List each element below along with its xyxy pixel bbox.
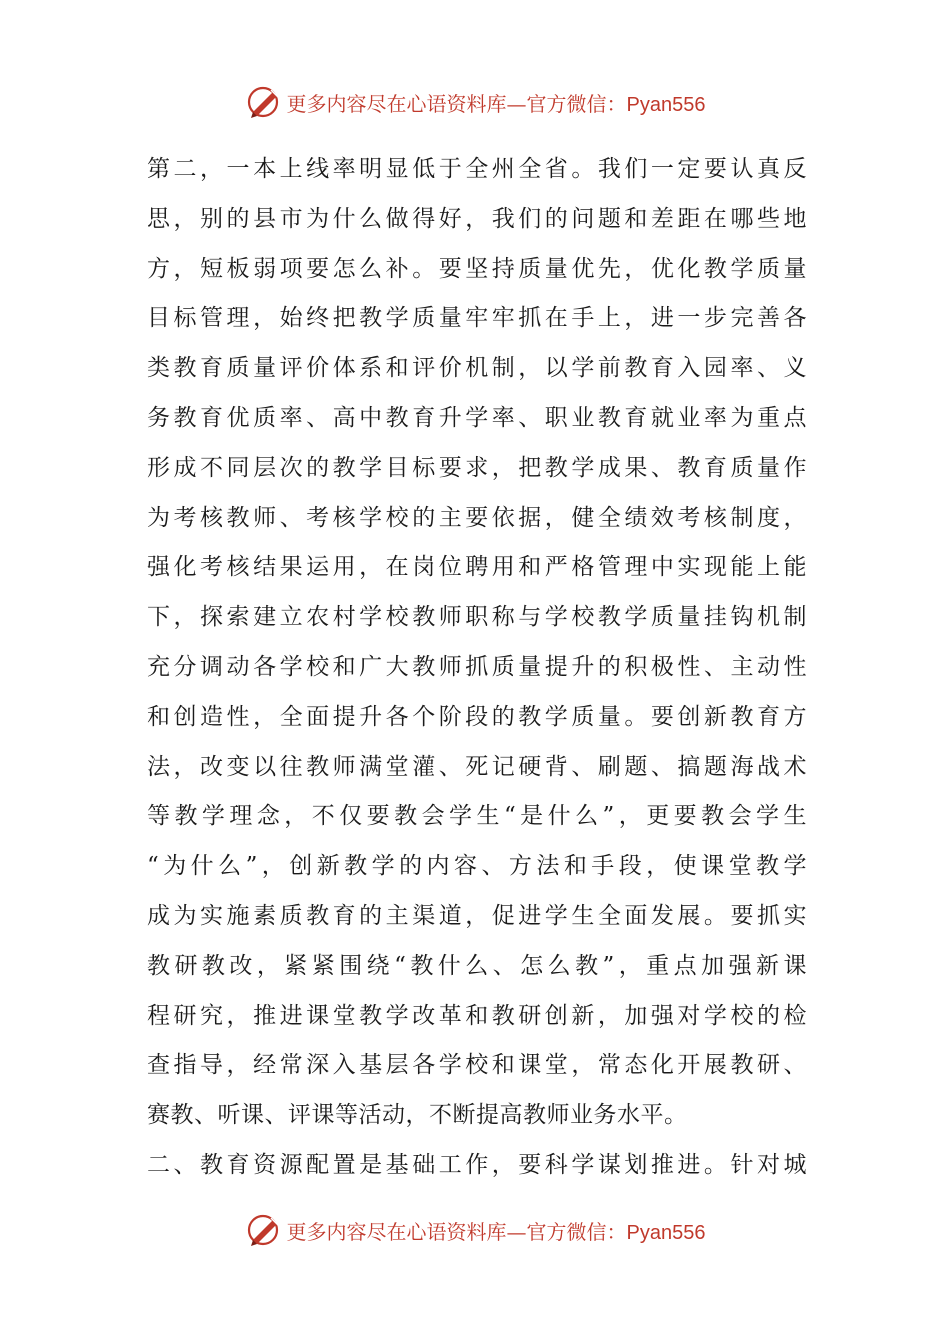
text-line: 目标管理，始终把教学质量牢牢抓在手上，进一步完善各 bbox=[147, 305, 807, 332]
banner-label: 更多内容尽在心语资料库—官方微信： bbox=[286, 1219, 627, 1244]
banner-text bbox=[287, 1216, 706, 1245]
banner-label: 更多内容尽在心语资料库—官方微信： bbox=[286, 91, 627, 116]
text-line: 成为实施素质教育的主渠道，促进学生全面发展。要抓实 bbox=[147, 902, 807, 929]
text-line: 赛教、听课、评课等活动，不断提高教师业务水平。 bbox=[147, 1102, 688, 1129]
footer-banner bbox=[0, 1210, 950, 1250]
text-line: 第二，一本上线率明显低于全州全省。我们一定要认真反 bbox=[147, 156, 807, 182]
pen-logo-icon bbox=[245, 1210, 285, 1250]
text-line: 为考核教师、考核学校的主要依据，健全绩效考核制度， bbox=[147, 504, 807, 531]
text-line: 务教育优质率、高中教育升学率、职业教育就业率为重点 bbox=[147, 404, 807, 431]
text-line: 和创造性，全面提升各个阶段的教学质量。要创新教育方 bbox=[147, 703, 807, 730]
banner-text bbox=[287, 88, 706, 117]
document-body bbox=[147, 145, 807, 1191]
banner-wechat-id: Pyan556 bbox=[626, 1221, 706, 1244]
text-line: 等教学理念，不仅要教会学生“是什么”，更要教会学生 bbox=[147, 803, 807, 830]
text-line: 强化考核结果运用，在岗位聘用和严格管理中实现能上能 bbox=[147, 554, 807, 581]
text-line: 思，别的县市为什么做得好，我们的问题和差距在哪些地 bbox=[147, 205, 807, 232]
pen-logo-icon bbox=[245, 82, 285, 122]
text-line: 方，短板弱项要怎么补。要坚持质量优先，优化教学质量 bbox=[147, 255, 807, 282]
text-line: 查指导，经常深入基层各学校和课堂，常态化开展教研、 bbox=[147, 1052, 807, 1079]
header-banner bbox=[0, 82, 950, 122]
text-line: 充分调动各学校和广大教师抓质量提升的积极性、主动性 bbox=[147, 653, 807, 680]
text-line: 形成不同层次的教学目标要求，把教学成果、教育质量作 bbox=[147, 454, 807, 481]
text-line: “为什么”，创新教学的内容、方法和手段，使课堂教学 bbox=[147, 853, 807, 880]
text-line: 法，改变以往教师满堂灌、死记硬背、刷题、搞题海战术 bbox=[147, 753, 807, 780]
text-line: 程研究，推进课堂教学改革和教研创新，加强对学校的检 bbox=[147, 1002, 807, 1029]
text-line: 教研教改，紧紧围绕“教什么、怎么教”，重点加强新课 bbox=[147, 952, 807, 979]
text-line: 类教育质量评价体系和评价机制，以学前教育入园率、义 bbox=[147, 355, 807, 382]
text-line: 二、教育资源配置是基础工作，要科学谋划推进。针对城 bbox=[147, 1151, 807, 1178]
banner-wechat-id: Pyan556 bbox=[626, 93, 706, 116]
text-line: 下，探索建立农村学校教师职称与学校教学质量挂钩机制 bbox=[147, 604, 807, 631]
